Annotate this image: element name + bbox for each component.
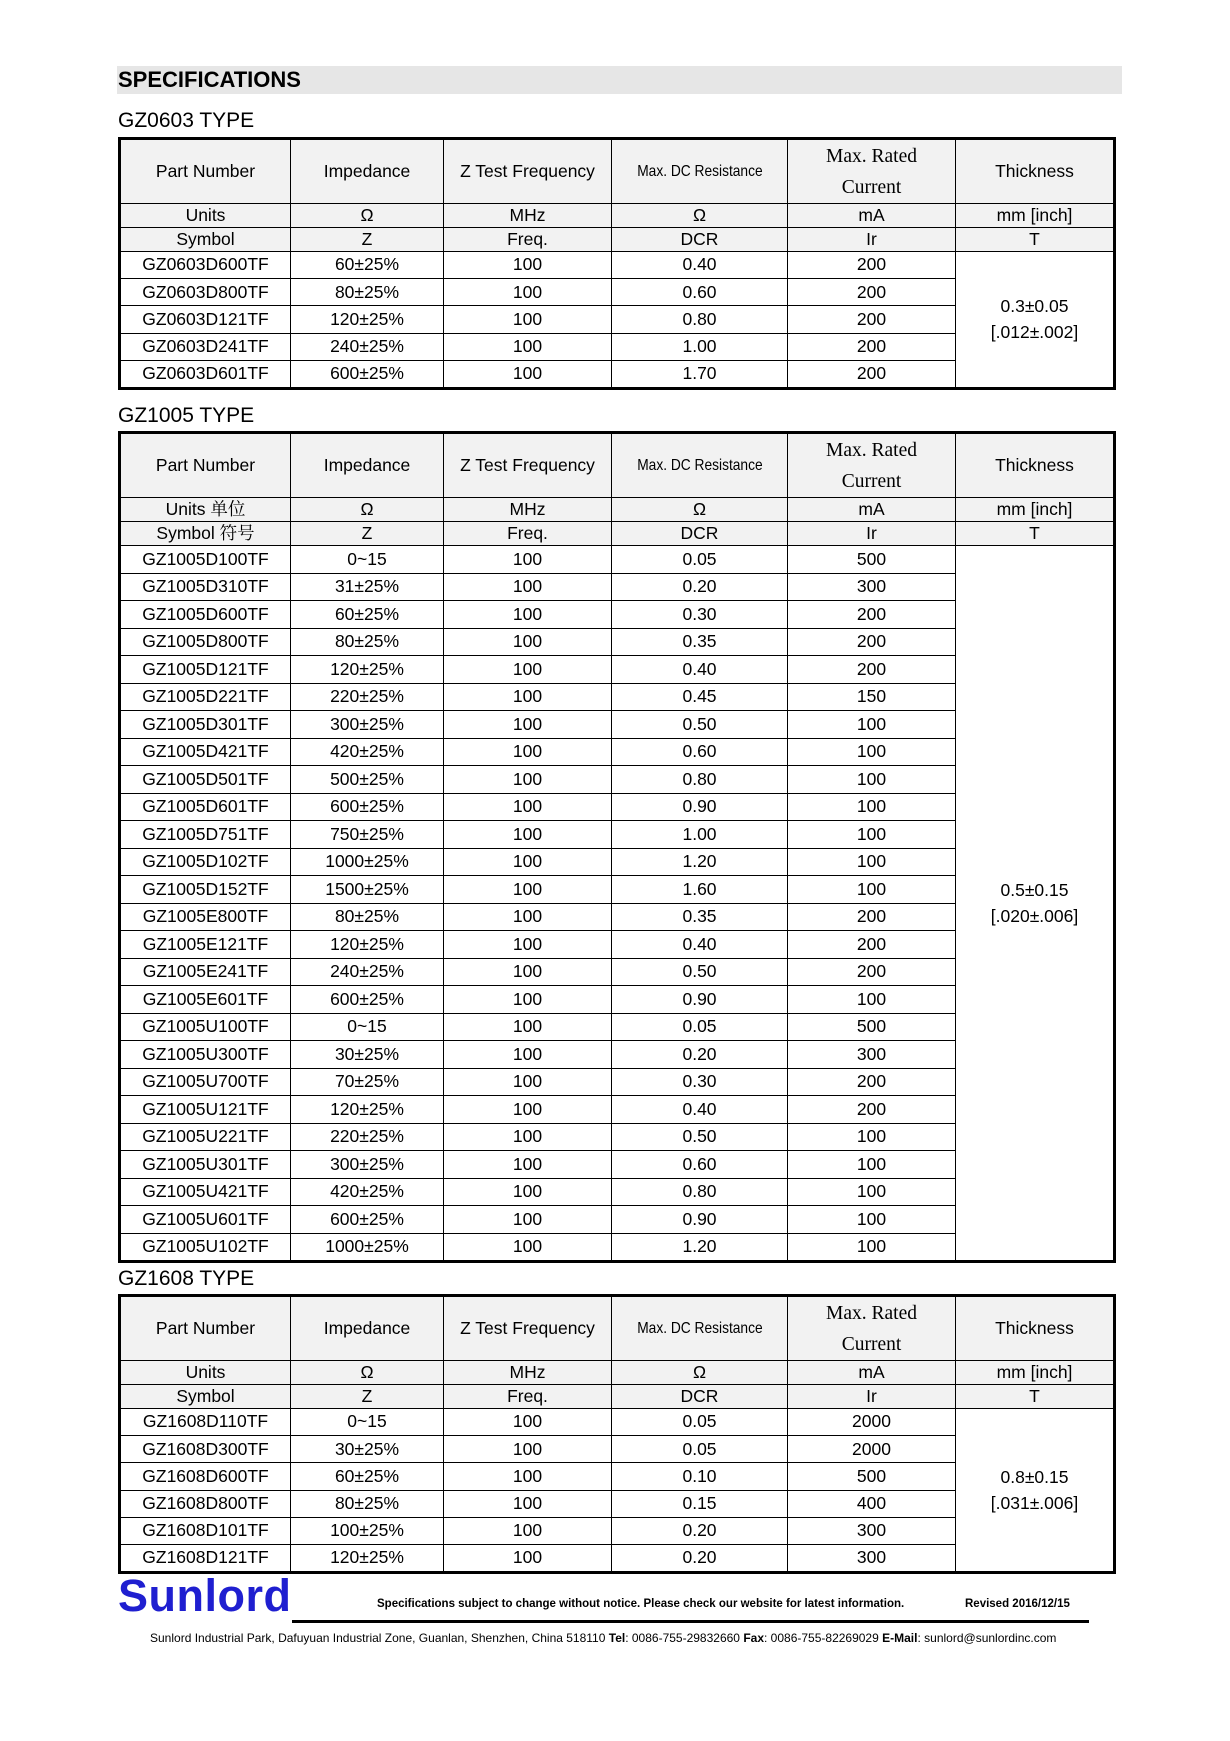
- table-cell: 60±25%: [291, 601, 444, 629]
- table-cell: 30±25%: [291, 1436, 444, 1463]
- table-cell: 0.05: [612, 546, 788, 574]
- units-row: [120, 204, 1115, 228]
- table-cell: 0.40: [612, 656, 788, 684]
- table-cell: GZ1005D800TF: [120, 628, 291, 656]
- header-row: [120, 139, 1115, 204]
- footer-note: Specifications subject to change without notice. Please check our website for latest information.: [377, 1598, 905, 1610]
- units-cell: mm [inch]: [956, 1361, 1115, 1385]
- table-cell: 100: [444, 821, 612, 849]
- thickness-cell: [956, 546, 1115, 1262]
- table-cell: 0.50: [612, 958, 788, 986]
- table-cell: GZ0603D601TF: [120, 360, 291, 388]
- table-cell: 1.00: [612, 821, 788, 849]
- table-cell: 200: [788, 656, 956, 684]
- table-cell: 300: [788, 573, 956, 601]
- column-header: [612, 139, 788, 204]
- symbol-cell: DCR: [612, 1385, 788, 1409]
- table-cell: 500±25%: [291, 766, 444, 794]
- table-cell: 500: [788, 1463, 956, 1490]
- table-cell: 100: [444, 601, 612, 629]
- table-cell: 300±25%: [291, 1151, 444, 1179]
- table-cell: GZ1005E121TF: [120, 931, 291, 959]
- table-cell: 300: [788, 1041, 956, 1069]
- table-cell: 80±25%: [291, 1490, 444, 1517]
- table-cell: 300: [788, 1544, 956, 1572]
- fax-value: : 0086-755-82269029: [764, 1631, 879, 1645]
- symbol-cell: T: [956, 522, 1115, 546]
- table-cell: GZ1005U100TF: [120, 1013, 291, 1041]
- table-cell: 0.90: [612, 986, 788, 1014]
- symbol-cell: T: [956, 228, 1115, 252]
- table-cell: GZ0603D600TF: [120, 252, 291, 279]
- tel-value: : 0086-755-29832660: [625, 1631, 740, 1645]
- table-cell: GZ1608D110TF: [120, 1409, 291, 1436]
- table-cell: 0.60: [612, 279, 788, 306]
- table-cell: 100: [444, 1123, 612, 1151]
- table-cell: 150: [788, 683, 956, 711]
- table-cell: 100: [788, 1233, 956, 1262]
- header-row: [120, 1296, 1115, 1361]
- table-cell: 240±25%: [291, 333, 444, 360]
- table-cell: 100: [444, 848, 612, 876]
- revision-date: Revised 2016/12/15: [965, 1598, 1070, 1610]
- table-cell: GZ1608D300TF: [120, 1436, 291, 1463]
- email-value: : sunlord@sunlordinc.com: [917, 1631, 1057, 1645]
- table-cell: 0.30: [612, 601, 788, 629]
- table-cell: GZ1005D310TF: [120, 573, 291, 601]
- table-cell: 100: [788, 848, 956, 876]
- table-cell: GZ1005U102TF: [120, 1233, 291, 1262]
- table-cell: 120±25%: [291, 931, 444, 959]
- table-cell: 300±25%: [291, 711, 444, 739]
- units-cell: mA: [788, 498, 956, 522]
- table-cell: 0.05: [612, 1436, 788, 1463]
- table-cell: 100: [444, 1517, 612, 1544]
- table-cell: 100: [444, 1544, 612, 1572]
- table-cell: 0.50: [612, 1123, 788, 1151]
- thickness-mm: 0.8±0.15: [1000, 1467, 1069, 1488]
- table-cell: GZ1005D600TF: [120, 601, 291, 629]
- symbol-cell: DCR: [612, 228, 788, 252]
- email-label: E-Mail: [882, 1631, 918, 1645]
- table-cell: 100: [444, 986, 612, 1014]
- thickness-mm: 0.3±0.05: [1000, 296, 1069, 317]
- table-cell: 100: [444, 252, 612, 279]
- symbol-cell: Freq.: [444, 1385, 612, 1409]
- table-cell: 100: [444, 1490, 612, 1517]
- table-cell: 100: [444, 546, 612, 574]
- table-cell: 1000±25%: [291, 848, 444, 876]
- tel-label: Tel: [608, 1631, 626, 1645]
- symbol-cell: Z: [291, 228, 444, 252]
- table-cell: 0.15: [612, 1490, 788, 1517]
- table-cell: GZ1005D301TF: [120, 711, 291, 739]
- table-cell: 0.90: [612, 1206, 788, 1234]
- table-cell: 100: [444, 903, 612, 931]
- table-cell: 100: [444, 360, 612, 388]
- symbol-row: [120, 228, 1115, 252]
- table-cell: 0.80: [612, 766, 788, 794]
- table-cell: GZ1005D421TF: [120, 738, 291, 766]
- units-cell: Ω: [291, 204, 444, 228]
- table-cell: 0.60: [612, 1151, 788, 1179]
- table-cell: 120±25%: [291, 306, 444, 333]
- table-cell: 400: [788, 1490, 956, 1517]
- table-cell: 100: [788, 793, 956, 821]
- column-header: Max. Rated Current: [788, 1296, 956, 1361]
- table-cell: 240±25%: [291, 958, 444, 986]
- table-cell: 300: [788, 1517, 956, 1544]
- table-cell: 100±25%: [291, 1517, 444, 1544]
- table-cell: 0.40: [612, 931, 788, 959]
- table-cell: 100: [444, 1041, 612, 1069]
- table-row: [120, 252, 1115, 279]
- table-cell: 100: [444, 738, 612, 766]
- table-cell: GZ1005D100TF: [120, 546, 291, 574]
- symbol-cell: Freq.: [444, 228, 612, 252]
- table-cell: 0.40: [612, 252, 788, 279]
- column-header: Impedance: [291, 139, 444, 204]
- table-cell: 100: [788, 986, 956, 1014]
- table-cell: GZ0603D121TF: [120, 306, 291, 333]
- table-cell: GZ1005D152TF: [120, 876, 291, 904]
- table-row: [120, 1409, 1115, 1436]
- table-cell: 0.50: [612, 711, 788, 739]
- table-cell: 80±25%: [291, 903, 444, 931]
- table-cell: 70±25%: [291, 1068, 444, 1096]
- table-cell: 0.20: [612, 1544, 788, 1572]
- address-text: Sunlord Industrial Park, Dafuyuan Industrial Zone, Guanlan, Shenzhen, China 518110: [150, 1631, 606, 1645]
- symbol-cell: Symbol: [120, 228, 291, 252]
- table-cell: 0.90: [612, 793, 788, 821]
- table-cell: 100: [444, 279, 612, 306]
- table-cell: 100: [788, 1206, 956, 1234]
- table-cell: 1500±25%: [291, 876, 444, 904]
- table-cell: 200: [788, 903, 956, 931]
- symbol-row: [120, 1385, 1115, 1409]
- table-cell: GZ1005D501TF: [120, 766, 291, 794]
- table-cell: 100: [788, 876, 956, 904]
- table-cell: 100: [788, 738, 956, 766]
- symbol-cell: Freq.: [444, 522, 612, 546]
- units-row: [120, 498, 1115, 522]
- table-cell: 100: [444, 1096, 612, 1124]
- table-cell: 100: [444, 1206, 612, 1234]
- table-cell: 120±25%: [291, 656, 444, 684]
- column-header: Impedance: [291, 433, 444, 498]
- table-cell: 500: [788, 1013, 956, 1041]
- symbol-cell: Z: [291, 522, 444, 546]
- units-cell: Units 单位: [120, 498, 291, 522]
- units-cell: Units: [120, 1361, 291, 1385]
- table-cell: GZ1005D121TF: [120, 656, 291, 684]
- table-cell: 0.05: [612, 1409, 788, 1436]
- spec-table-gz1608: [118, 1294, 1116, 1574]
- units-cell: mA: [788, 1361, 956, 1385]
- table-cell: GZ1005U700TF: [120, 1068, 291, 1096]
- table-cell: GZ1608D121TF: [120, 1544, 291, 1572]
- units-cell: MHz: [444, 1361, 612, 1385]
- table-cell: 80±25%: [291, 279, 444, 306]
- column-header: [612, 1296, 788, 1361]
- table-cell: 600±25%: [291, 1206, 444, 1234]
- table-cell: GZ1005U421TF: [120, 1178, 291, 1206]
- table-cell: 0.05: [612, 1013, 788, 1041]
- symbol-cell: Ir: [788, 228, 956, 252]
- column-header: Z Test Frequency: [444, 1296, 612, 1361]
- table-cell: 100: [444, 958, 612, 986]
- table-cell: GZ1005U601TF: [120, 1206, 291, 1234]
- table-cell: 200: [788, 931, 956, 959]
- units-cell: Ω: [291, 498, 444, 522]
- table-cell: 600±25%: [291, 360, 444, 388]
- column-header: Impedance: [291, 1296, 444, 1361]
- symbol-cell: Symbol 符号: [120, 522, 291, 546]
- table-cell: 100: [444, 1463, 612, 1490]
- table-cell: 1.00: [612, 333, 788, 360]
- table-cell: 0.80: [612, 306, 788, 333]
- table-cell: 200: [788, 333, 956, 360]
- symbol-row: [120, 522, 1115, 546]
- units-cell: mm [inch]: [956, 204, 1115, 228]
- sunlord-logo: Sunlord: [118, 1570, 292, 1621]
- table-cell: GZ0603D241TF: [120, 333, 291, 360]
- table-cell: 0.30: [612, 1068, 788, 1096]
- footer-divider: [292, 1620, 1089, 1623]
- table-cell: 100: [444, 306, 612, 333]
- table-cell: 220±25%: [291, 683, 444, 711]
- table-cell: 200: [788, 958, 956, 986]
- table-cell: GZ1005D221TF: [120, 683, 291, 711]
- table-cell: 100: [788, 711, 956, 739]
- table-cell: 2000: [788, 1409, 956, 1436]
- table-cell: 1.60: [612, 876, 788, 904]
- table-cell: 1000±25%: [291, 1233, 444, 1262]
- thickness-inch: [.012±.002]: [990, 322, 1079, 343]
- column-header-text: Max. DC Resistance: [636, 1319, 763, 1337]
- section-title-gz0603: GZ0603 TYPE: [118, 109, 255, 132]
- table-cell: 0.40: [612, 1096, 788, 1124]
- table-cell: 100: [444, 1068, 612, 1096]
- symbol-cell: Ir: [788, 1385, 956, 1409]
- table-cell: 200: [788, 628, 956, 656]
- units-cell: Ω: [612, 1361, 788, 1385]
- thickness-mm: 0.5±0.15: [1000, 880, 1069, 900]
- table-cell: 100: [444, 1233, 612, 1262]
- column-header-text: Max. DC Resistance: [636, 162, 763, 180]
- units-cell: MHz: [444, 498, 612, 522]
- column-header: Part Number: [120, 139, 291, 204]
- table-cell: 0.45: [612, 683, 788, 711]
- table-row: [120, 546, 1115, 574]
- table-cell: 500: [788, 546, 956, 574]
- table-cell: 200: [788, 601, 956, 629]
- table-cell: 100: [444, 1409, 612, 1436]
- table-cell: 30±25%: [291, 1041, 444, 1069]
- spec-table-gz0603: [118, 137, 1116, 390]
- table-cell: 200: [788, 360, 956, 388]
- section-title-gz1608: GZ1608 TYPE: [118, 1267, 255, 1290]
- table-cell: 1.20: [612, 1233, 788, 1262]
- column-header: Thickness: [956, 433, 1115, 498]
- table-cell: 0~15: [291, 1409, 444, 1436]
- table-cell: 100: [444, 766, 612, 794]
- table-cell: 100: [444, 711, 612, 739]
- table-cell: 200: [788, 252, 956, 279]
- table-cell: 1.20: [612, 848, 788, 876]
- column-header: Max. Rated Current: [788, 433, 956, 498]
- table-cell: 420±25%: [291, 1178, 444, 1206]
- symbol-cell: Ir: [788, 522, 956, 546]
- table-cell: 1.70: [612, 360, 788, 388]
- table-cell: GZ0603D800TF: [120, 279, 291, 306]
- footer-address: [150, 1631, 1056, 1645]
- table-cell: 0~15: [291, 1013, 444, 1041]
- table-cell: 0.20: [612, 1517, 788, 1544]
- table-cell: 0.20: [612, 573, 788, 601]
- table-cell: 200: [788, 1096, 956, 1124]
- column-header: Thickness: [956, 1296, 1115, 1361]
- table-cell: GZ1005U300TF: [120, 1041, 291, 1069]
- thickness-inch: [.031±.006]: [990, 1493, 1079, 1514]
- table-cell: 60±25%: [291, 252, 444, 279]
- table-cell: 120±25%: [291, 1544, 444, 1572]
- table-cell: 600±25%: [291, 986, 444, 1014]
- table-cell: 0.60: [612, 738, 788, 766]
- symbol-cell: T: [956, 1385, 1115, 1409]
- thickness-cell: [956, 252, 1115, 389]
- table-cell: 0.35: [612, 903, 788, 931]
- table-cell: 100: [444, 876, 612, 904]
- table-cell: GZ1608D600TF: [120, 1463, 291, 1490]
- table-cell: 220±25%: [291, 1123, 444, 1151]
- table-cell: 750±25%: [291, 821, 444, 849]
- table-cell: 0~15: [291, 546, 444, 574]
- column-header: [612, 433, 788, 498]
- table-cell: 100: [444, 1178, 612, 1206]
- column-header-text: Max. DC Resistance: [636, 456, 763, 474]
- table-cell: 100: [444, 333, 612, 360]
- table-cell: GZ1005U301TF: [120, 1151, 291, 1179]
- units-cell: MHz: [444, 204, 612, 228]
- table-cell: GZ1608D800TF: [120, 1490, 291, 1517]
- table-cell: 80±25%: [291, 628, 444, 656]
- units-cell: Ω: [612, 204, 788, 228]
- table-cell: 100: [444, 1151, 612, 1179]
- table-cell: GZ1005D601TF: [120, 793, 291, 821]
- table-cell: 600±25%: [291, 793, 444, 821]
- column-header: Max. Rated Current: [788, 139, 956, 204]
- table-cell: 31±25%: [291, 573, 444, 601]
- units-cell: mA: [788, 204, 956, 228]
- column-header: Part Number: [120, 433, 291, 498]
- table-cell: 100: [788, 1151, 956, 1179]
- table-cell: GZ1005E601TF: [120, 986, 291, 1014]
- table-cell: GZ1005U221TF: [120, 1123, 291, 1151]
- table-cell: 100: [788, 766, 956, 794]
- spec-table-gz1005: [118, 431, 1116, 1263]
- column-header: Part Number: [120, 1296, 291, 1361]
- table-cell: GZ1005D751TF: [120, 821, 291, 849]
- column-header: Z Test Frequency: [444, 433, 612, 498]
- table-cell: 0.20: [612, 1041, 788, 1069]
- symbol-cell: DCR: [612, 522, 788, 546]
- table-cell: 100: [444, 1436, 612, 1463]
- units-cell: Units: [120, 204, 291, 228]
- thickness-cell: [956, 1409, 1115, 1573]
- units-cell: Ω: [612, 498, 788, 522]
- page-title: SPECIFICATIONS: [118, 67, 301, 92]
- table-cell: 100: [444, 628, 612, 656]
- thickness-inch: [.020±.006]: [990, 906, 1079, 926]
- table-cell: 100: [444, 656, 612, 684]
- table-cell: 100: [444, 1013, 612, 1041]
- header-row: [120, 433, 1115, 498]
- table-cell: 200: [788, 1068, 956, 1096]
- symbol-cell: Symbol: [120, 1385, 291, 1409]
- symbol-cell: Z: [291, 1385, 444, 1409]
- table-cell: 120±25%: [291, 1096, 444, 1124]
- table-cell: 100: [788, 821, 956, 849]
- table-cell: 200: [788, 279, 956, 306]
- units-cell: mm [inch]: [956, 498, 1115, 522]
- table-cell: 0.80: [612, 1178, 788, 1206]
- column-header: Z Test Frequency: [444, 139, 612, 204]
- table-cell: 0.10: [612, 1463, 788, 1490]
- table-cell: 100: [788, 1123, 956, 1151]
- table-cell: GZ1005D102TF: [120, 848, 291, 876]
- table-cell: 100: [444, 573, 612, 601]
- table-cell: 0.35: [612, 628, 788, 656]
- table-cell: GZ1005U121TF: [120, 1096, 291, 1124]
- units-row: [120, 1361, 1115, 1385]
- table-cell: GZ1608D101TF: [120, 1517, 291, 1544]
- table-cell: 420±25%: [291, 738, 444, 766]
- table-cell: GZ1005E241TF: [120, 958, 291, 986]
- table-cell: 100: [788, 1178, 956, 1206]
- table-cell: 100: [444, 683, 612, 711]
- table-cell: 2000: [788, 1436, 956, 1463]
- units-cell: Ω: [291, 1361, 444, 1385]
- section-title-gz1005: GZ1005 TYPE: [118, 404, 255, 427]
- column-header: Thickness: [956, 139, 1115, 204]
- table-cell: 100: [444, 931, 612, 959]
- table-cell: 60±25%: [291, 1463, 444, 1490]
- table-cell: 100: [444, 793, 612, 821]
- table-cell: GZ1005E800TF: [120, 903, 291, 931]
- fax-label: Fax: [743, 1631, 765, 1645]
- table-cell: 200: [788, 306, 956, 333]
